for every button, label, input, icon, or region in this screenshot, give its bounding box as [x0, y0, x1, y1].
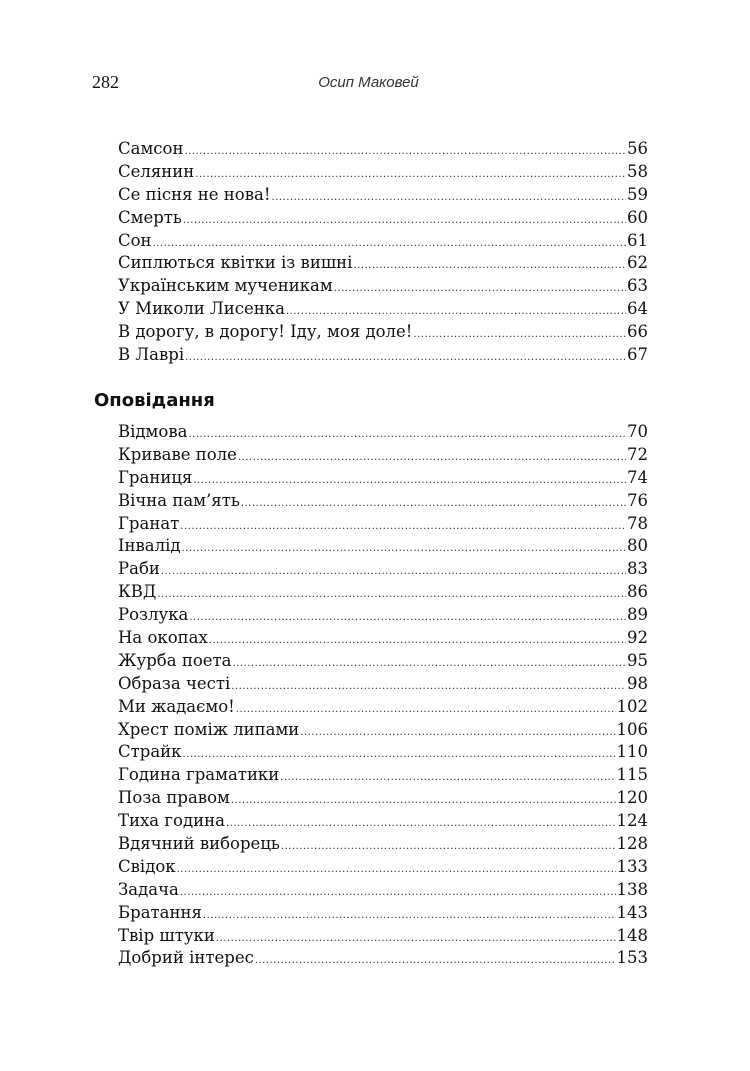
- toc-entry-title: У Миколи Лисенка: [118, 299, 285, 319]
- toc-entry-page: 106: [616, 719, 648, 739]
- toc-entry-page: 102: [616, 696, 648, 716]
- toc-entry-title: Границя: [118, 467, 193, 487]
- toc-entry: [118, 252, 648, 275]
- toc-entry-title: Українським мученикам: [118, 276, 333, 296]
- toc-entry-title: Раби: [118, 559, 160, 579]
- stories-toc-list: [118, 421, 648, 970]
- toc-entry-title: Тиха година: [118, 811, 225, 831]
- toc-entry-title: Година граматики: [118, 765, 280, 785]
- dot-leader: [255, 950, 616, 973]
- toc-entry-page: 58: [627, 161, 648, 181]
- toc-entry-title: Образа честі: [118, 673, 231, 693]
- toc-entry-title: В дорогу, в дорогу! Іду, моя доле!: [118, 322, 413, 342]
- toc-entry-title: Смерть: [118, 207, 182, 227]
- dot-leader: [193, 470, 626, 493]
- toc-entry: [118, 719, 648, 742]
- dot-leader: [157, 584, 626, 607]
- toc-entry-page: 66: [627, 322, 648, 342]
- toc-entry-title: Поза правом: [118, 788, 230, 808]
- toc-entry: [118, 535, 648, 558]
- toc-entry: [118, 207, 648, 230]
- toc-entry-page: 138: [616, 879, 648, 899]
- toc-entry-page: 89: [627, 605, 648, 625]
- toc-entry-page: 62: [627, 253, 648, 273]
- toc-entry: [118, 787, 648, 810]
- toc-entry-title: Хрест поміж липами: [118, 719, 300, 739]
- toc-entry: [118, 513, 648, 536]
- toc-entry: [118, 696, 648, 719]
- toc-entry: [118, 627, 648, 650]
- toc-entry-page: 64: [627, 299, 648, 319]
- toc-entry-page: 95: [627, 650, 648, 670]
- toc-entry-title: В Лаврі: [118, 345, 185, 365]
- toc-entry: [118, 444, 648, 467]
- dot-leader: [226, 813, 616, 836]
- dot-leader: [241, 493, 626, 516]
- section-heading: Оповідання: [94, 390, 215, 411]
- dot-leader: [209, 630, 626, 653]
- toc-entry: [118, 879, 648, 902]
- toc-entry-title: Се пісня не нова!: [118, 184, 271, 204]
- toc-entry-page: 120: [616, 788, 648, 808]
- dot-leader: [177, 859, 616, 882]
- toc-entry: [118, 321, 648, 344]
- toc-entry: [118, 344, 648, 367]
- dot-leader: [300, 722, 615, 745]
- dot-leader: [180, 882, 616, 905]
- toc-entry: [118, 673, 648, 696]
- dot-leader: [233, 653, 627, 676]
- dot-leader: [216, 928, 616, 951]
- dot-leader: [231, 790, 616, 813]
- toc-entry-title: Задача: [118, 879, 179, 899]
- toc-entry-title: Селянин: [118, 161, 195, 181]
- toc-entry-page: 110: [616, 742, 648, 762]
- dot-leader: [182, 538, 626, 561]
- toc-entry-page: 74: [627, 467, 648, 487]
- toc-entry-title: КВД: [118, 582, 157, 602]
- toc-entry-page: 80: [627, 536, 648, 556]
- toc-entry-page: 60: [627, 207, 648, 227]
- toc-entry: [118, 490, 648, 513]
- page-number: 282: [92, 72, 119, 92]
- toc-entry-page: 72: [627, 444, 648, 464]
- toc-entry-title: Вдячний виборець: [118, 834, 280, 854]
- dot-leader: [203, 905, 616, 928]
- toc-entry: [118, 138, 648, 161]
- toc-entry: [118, 856, 648, 879]
- toc-entry-page: 148: [616, 925, 648, 945]
- toc-entry-page: 86: [627, 582, 648, 602]
- dot-leader: [272, 187, 627, 210]
- toc-entry-page: 70: [627, 422, 648, 441]
- dot-leader: [280, 767, 615, 790]
- toc-entry: [118, 581, 648, 604]
- dot-leader: [281, 836, 616, 859]
- toc-entry: [118, 467, 648, 490]
- toc-entry-page: 133: [616, 856, 648, 876]
- toc-entry-page: 98: [627, 673, 648, 693]
- dot-leader: [185, 347, 626, 370]
- toc-entry-page: 128: [616, 834, 648, 854]
- toc-entry-page: 63: [627, 276, 648, 296]
- toc-entry-title: На окопах: [118, 628, 208, 648]
- toc-entry: [118, 161, 648, 184]
- toc-entry: [118, 764, 648, 787]
- toc-entry-page: 59: [627, 184, 648, 204]
- toc-entry-title: Відмова: [118, 422, 188, 441]
- toc-entry-title: Братання: [118, 902, 202, 922]
- dot-leader: [188, 424, 626, 447]
- toc-entry-title: Криваве поле: [118, 444, 237, 464]
- dot-leader: [184, 141, 626, 164]
- toc-entry-title: Страйк: [118, 742, 182, 762]
- toc-entry-title: Журба поета: [118, 650, 232, 670]
- toc-entry-page: 56: [627, 139, 648, 158]
- running-title: Осип Маковей: [318, 74, 419, 91]
- dot-leader: [183, 210, 626, 233]
- dot-leader: [334, 278, 626, 301]
- toc-entry-page: 67: [627, 345, 648, 365]
- toc-entry: [118, 833, 648, 856]
- toc-entry-page: 124: [616, 811, 648, 831]
- toc-entry-title: Твір штуки: [118, 925, 215, 945]
- dot-leader: [161, 561, 626, 584]
- dot-leader: [413, 324, 626, 347]
- toc-entry: [118, 421, 648, 444]
- dot-leader: [238, 447, 626, 470]
- toc-entry-title: Гранат: [118, 513, 180, 533]
- toc-entry-page: 115: [616, 765, 648, 785]
- toc-entry: [118, 902, 648, 925]
- toc-entry-title: Сиплються квітки із вишні: [118, 253, 353, 273]
- toc-entry-title: Вічна пам’ять: [118, 490, 240, 510]
- poems-toc-list: [118, 138, 648, 367]
- toc-entry-page: 78: [627, 513, 648, 533]
- toc-entry: [118, 230, 648, 253]
- toc-entry: [118, 558, 648, 581]
- toc-entry-title: Розлука: [118, 605, 189, 625]
- toc-entry: [118, 925, 648, 948]
- toc-entry-title: Самсон: [118, 139, 184, 158]
- toc-entry: [118, 298, 648, 321]
- toc-entry-page: 143: [616, 902, 648, 922]
- toc-entry: [118, 810, 648, 833]
- dot-leader: [180, 516, 626, 539]
- toc-entry-page: 83: [627, 559, 648, 579]
- toc-entry: [118, 741, 648, 764]
- toc-entry-title: Сон: [118, 230, 152, 250]
- dot-leader: [353, 255, 626, 278]
- page-header: [92, 72, 645, 96]
- toc-entry-title: Добрий інтерес: [118, 948, 254, 968]
- toc-entry-page: 61: [627, 230, 648, 250]
- toc-entry-page: 153: [616, 948, 648, 968]
- toc-entry: [118, 947, 648, 970]
- toc-entry: [118, 275, 648, 298]
- dot-leader: [231, 676, 626, 699]
- toc-entry-title: Свідок: [118, 856, 176, 876]
- toc-entry-page: 76: [627, 490, 648, 510]
- dot-leader: [189, 607, 626, 630]
- toc-entry: [118, 650, 648, 673]
- toc-entry-page: 92: [627, 628, 648, 648]
- toc-entry-title: Ми жадаємо!: [118, 696, 235, 716]
- toc-entry-title: Інвалід: [118, 536, 181, 556]
- toc-entry: [118, 184, 648, 207]
- toc-entry: [118, 604, 648, 627]
